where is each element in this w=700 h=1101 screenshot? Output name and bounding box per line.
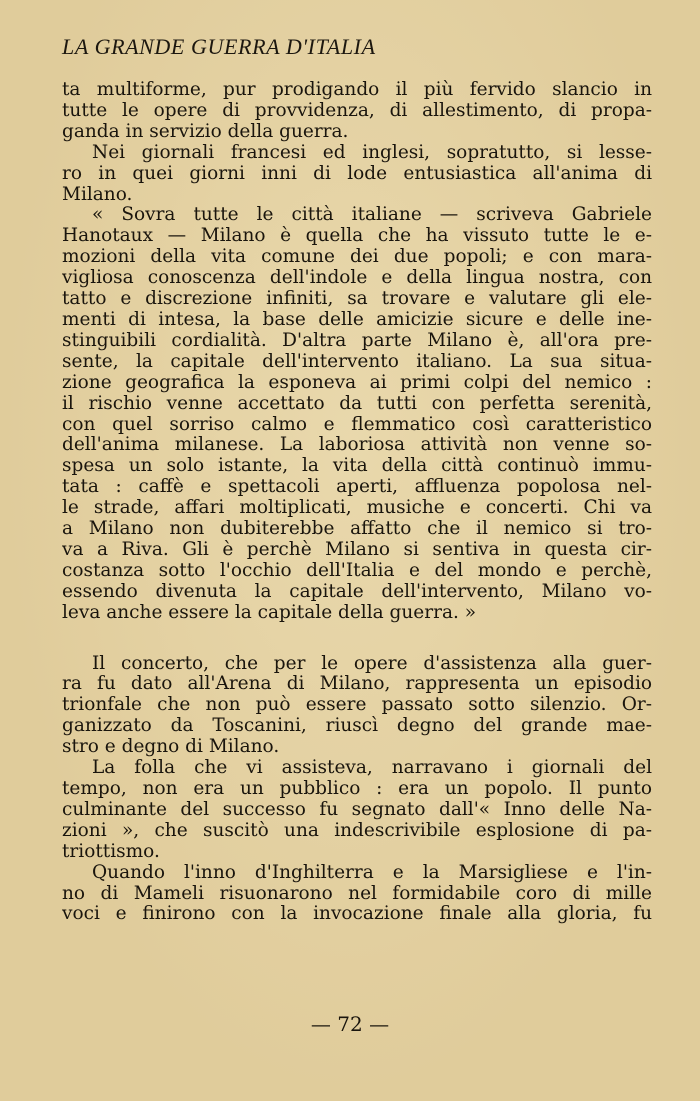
paragraph xyxy=(62,654,652,759)
text-line: Il concerto, che per le opere d'assistenza alla guer- xyxy=(92,653,652,674)
text-line: mozioni della vita comune dei due popoli; e con mara- xyxy=(62,247,652,268)
text-line: tatto e discrezione infiniti, sa trovare e valutare gli ele- xyxy=(62,289,652,310)
page-number: — 72 — xyxy=(310,1012,390,1036)
text-line: trionfale che non può essere passato sotto silenzio. Or- xyxy=(62,695,652,716)
text-line: spesa un solo istante, la vita della città continuò immu- xyxy=(62,456,652,477)
paragraph xyxy=(62,758,652,863)
text-line: tutte le opere di provvidenza, di allestimento, di propa- xyxy=(62,100,652,121)
text-line: zione geografica la esponeva ai primi colpi del nemico : xyxy=(62,372,652,393)
paragraph xyxy=(62,143,652,206)
text-line: Hanotaux — Milano è quella che ha vissuto tutte le e- xyxy=(62,226,652,247)
text-line: costanza sotto l'occhio dell'Italia e del mondo e perchè, xyxy=(62,560,652,581)
text-line: ta multiforme, pur prodigando il più fervido slancio in xyxy=(62,80,652,100)
text-line: « Sovra tutte le città italiane — scriveva Gabriele xyxy=(92,205,652,226)
text-line: va a Riva. Gli è perchè Milano si sentiva in questa cir- xyxy=(62,539,652,560)
paragraph xyxy=(62,80,652,143)
paragraph xyxy=(62,863,652,926)
text-line: culminante del successo fu segnato dall'« Inno delle Na- xyxy=(62,799,652,820)
text-line: zioni », che suscitò una indescrivibile esplosione di pa- xyxy=(62,820,652,841)
text-line: menti di intesa, la base delle amicizie sicure e delle ine- xyxy=(62,309,652,330)
text-line: no di Mameli risuonarono nel formidabile coro di mille xyxy=(62,883,652,904)
text-line: a Milano non dubiterebbe affatto che il nemico si tro- xyxy=(62,519,652,540)
text-line: leva anche essere la capitale della guerra. » xyxy=(62,602,477,623)
text-line: sente, la capitale dell'intervento italiano. La sua situa- xyxy=(62,351,652,372)
text-line: ro in quei giorni inni di lode entusiastica all'anima di xyxy=(62,163,652,184)
text-line: stinguibili cordialità. D'altra parte Milano è, all'ora pre- xyxy=(62,330,652,351)
text-line: essendo divenuta la capitale dell'intervento, Milano vo- xyxy=(62,581,652,602)
running-head: LA GRANDE GUERRA D'ITALIA xyxy=(62,34,376,59)
text-line: stro e degno di Milano. xyxy=(62,737,280,758)
text-line: voci e finirono con la invocazione finale alla gloria, fu xyxy=(62,904,652,925)
text-line: il rischio venne accettato da tutti con perfetta serenità, xyxy=(62,393,652,414)
text-line: dell'anima milanese. La laboriosa attività non venne so- xyxy=(62,435,652,456)
text-line: La folla che vi assisteva, narravano i giornali del xyxy=(92,758,652,779)
text-line: Milano. xyxy=(62,184,133,205)
text-line: ganda in servizio della guerra. xyxy=(62,121,349,142)
body-text xyxy=(62,80,652,925)
text-line: tempo, non era un pubblico : era un popolo. Il punto xyxy=(62,779,652,799)
text-line: le strade, affari moltiplicati, musiche e concerti. Chi va xyxy=(62,498,652,519)
text-line: ganizzato da Toscanini, riuscì degno del grande mae- xyxy=(62,716,652,737)
text-line: Quando l'inno d'Inghilterra e la Marsigliese e l'in- xyxy=(92,862,652,883)
text-line: con quel sorriso calmo e flemmatico così caratteristico xyxy=(62,414,652,435)
quotation-paragraph xyxy=(62,205,652,623)
text-line: tata : caffè e spettacoli aperti, affluenza popolosa nel- xyxy=(62,477,652,498)
text-line: Nei giornali francesi ed inglesi, sopratutto, si lesse- xyxy=(92,142,652,163)
text-line: triottismo. xyxy=(62,841,160,862)
text-line: vigliosa conoscenza dell'indole e della lingua nostra, con xyxy=(62,268,652,289)
text-line: ra fu dato all'Arena di Milano, rappresenta un episodio xyxy=(62,674,652,695)
